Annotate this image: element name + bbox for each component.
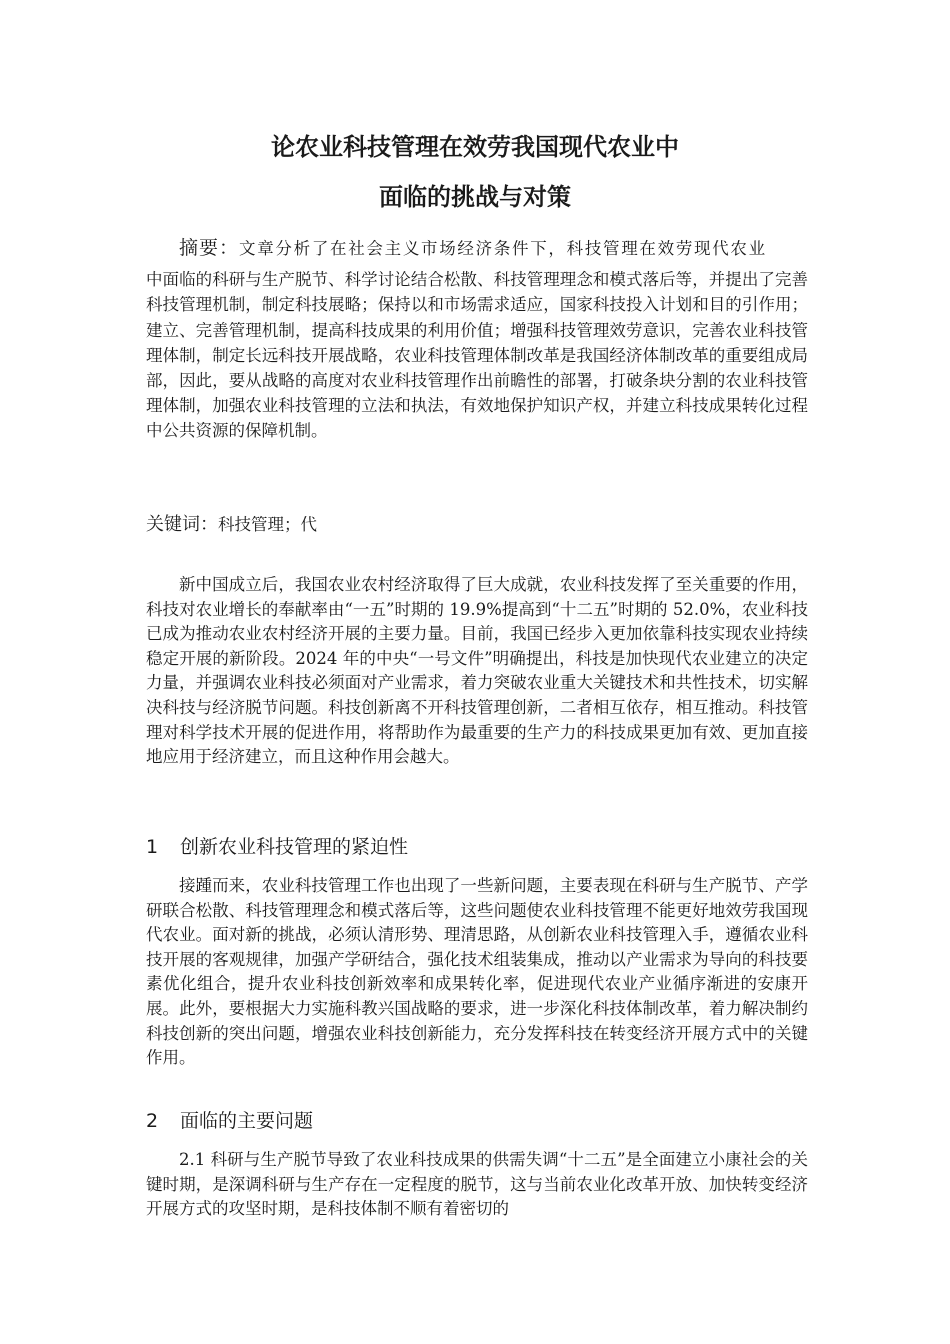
abstract-body: 中面临的科研与生产脱节、科学讨论结合松散、科技管理理念和模式落后等，并提出了完善科技管理机制，制定科技展略；保持以和市场需求适应，国家科技投入计划和目的引作用；建立、完善管理机制，提高科技成果的利用价值；增强科技管理效劳意识，完善农业科技管理体制，制定长远科技开展战略，农业科技管理体制改革是我国经济体制改革的重要组成局部，因此，要从战略的高度对农业科技管理作出前瞻性的部署，打破条块分割的农业科技管理体制，加强农业科技管理的立法和执法，有效地保护知识产权，并建立科技成果转化过程中公共资源的保障机制。 [146,270,808,441]
document-title-line2: 面临的挑战与对策 [379,183,571,211]
section1-heading [146,834,408,860]
section1-title: 创新农业科技管理的紧迫性 [180,836,409,858]
keywords [146,513,317,537]
section2-number: 2 [146,1110,159,1132]
keywords-value: 科技管理；代 [218,515,317,534]
abstract-first-text: 文章分析了在社会主义市场经济条件下，科技管理在效劳现代农业 [239,239,767,258]
intro-paragraph: 新中国成立后，我国农业农村经济取得了巨大成就，农业科技发挥了至关重要的作用，科技对农业增长的奉献率由“一五”时期的 19.9%提高到“十二五”时期的 52.0%，农业科技已成为推动农业农村经济开展的主要力量。目前，我国已经步入更加依靠科技实现农业持续稳定开展的新阶段。2024 年的中央“一号文件”明确提出，科技是加快现代农业建立的决定力量，并强调农业科技必须面对产业需求，着力突破农业重大关键技术和共性技术，切实解决科技与经济脱节问题。科技创新离不开科技管理创新，二者相互依存，相互推动。科技管理对科学技术开展的促进作用，将帮助作为最重要的生产力的科技成果更加有效、更加直接地应用于经济建立，而且这种作用会越大。 [146,575,808,767]
section2-paragraph: 2.1 科研与生产脱节导致了农业科技成果的供需失调“十二五”是全面建立小康社会的关键时期，是深调科研与生产存在一定程度的脱节，这与当前农业化改革开放、加快转变经济开展方式的攻坚时期，是科技体制不顺有着密切的 [146,1150,808,1219]
abstract-first-line [146,236,808,261]
abstract-label: 摘要： [179,237,240,259]
document-title-line1: 论农业科技管理在效劳我国现代农业中 [271,133,679,161]
section2-heading [146,1108,313,1134]
abstract [146,236,808,444]
keywords-label: 关键词： [146,514,218,535]
section1-paragraph: 接踵而来，农业科技管理工作也出现了一些新问题，主要表现在科研与生产脱节、产学研联合松散、科技管理理念和模式落后等，这些问题使农业科技管理不能更好地效劳我国现代农业。面对新的挑战，必须认清形势、理清思路，从创新农业科技管理入手，遵循农业科技开展的客观规律，加强产学研结合，强化技术组装集成，推动以产业需求为导向的科技要素优化组合，提升农业科技创新效率和成果转化率，促进现代农业产业循序渐进的安康开展。此外，要根据大力实施科教兴国战略的要求，进一步深化科技体制改革，着力解决制约科技创新的突出问题，增强农业科技创新能力，充分发挥科技在转变经济开展方式中的关键作用。 [146,876,808,1068]
section1-number: 1 [146,836,159,858]
section2-title: 面临的主要问题 [180,1110,314,1132]
